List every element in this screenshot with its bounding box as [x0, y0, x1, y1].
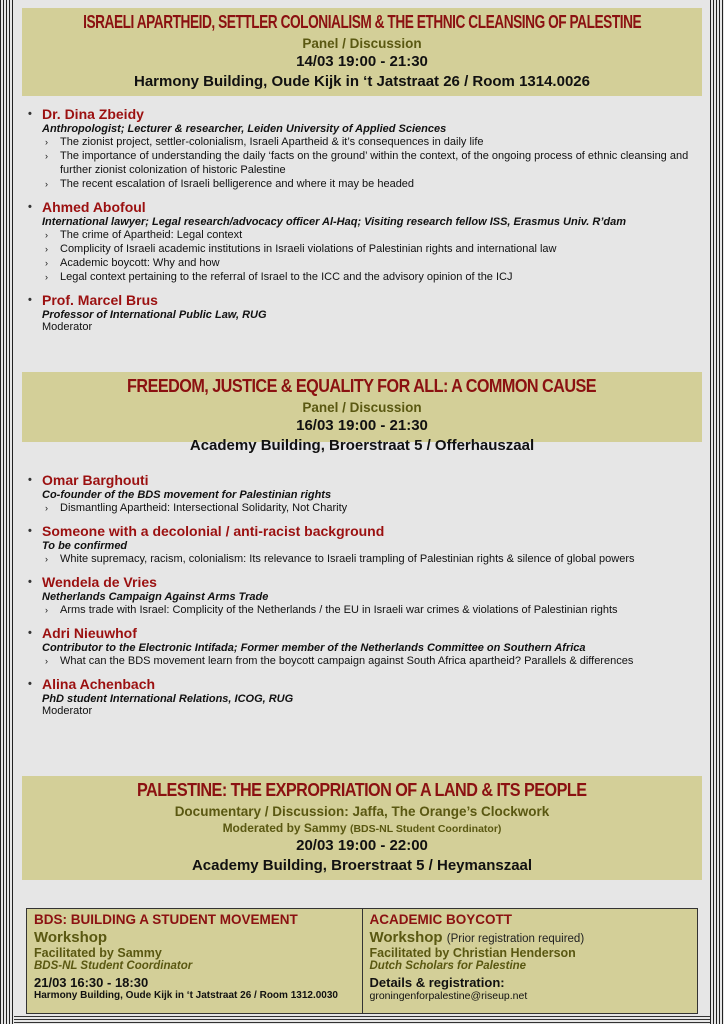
event-title: PALESTINE: THE EXPROPRIATION OF A LAND & ITS PEOPLE [137, 780, 587, 800]
speaker-name: • Dr. Dina Zbeidy [28, 106, 700, 122]
workshop-type-note: (Prior registration required) [446, 933, 585, 945]
event-venue: Academy Building, Broerstraat 5 / Heymanszaal [191, 857, 533, 874]
speaker-affiliation: Anthropologist; Lecturer & researcher, Leiden University of Applied Sciences [42, 123, 447, 135]
bottom-decorative-border [14, 1016, 710, 1024]
speaker [28, 199, 700, 284]
speaker-name: • Adri Nieuwhof [28, 625, 700, 641]
topic: › The importance of understanding the daily ‘facts on the ground’ within the context, of the ongoing process of ethnic cleansing and further zionist colonization of historic Palestine [28, 149, 700, 177]
speaker-name: • Someone with a decolonial / anti-racist background [28, 523, 700, 539]
speaker-name: • Prof. Marcel Brus [28, 292, 700, 308]
workshop-type [370, 929, 691, 946]
event-date: 16/03 19:00 - 21:30 [296, 417, 428, 434]
right-decorative-border [710, 0, 724, 1024]
event-type: Panel / Discussion [302, 400, 422, 415]
speaker-affiliation: International lawyer; Legal research/advocacy officer Al-Haq; Visiting research fellow ISS, Erasmus Univ. R’dam [42, 216, 627, 228]
details-label: Details & registration: [369, 975, 505, 990]
event-2-banner [22, 372, 702, 454]
event-title: FREEDOM, JUSTICE & EQUALITY FOR ALL: A COMMON CAUSE [127, 376, 597, 396]
event-venue: Harmony Building, Oude Kijk in ‘t Jatstraat 26 / Room 1314.0026 [134, 73, 590, 90]
workshop-student-movement [27, 909, 362, 1013]
event-title-row [22, 12, 702, 34]
event-date: 14/03 19:00 - 21:30 [296, 53, 428, 70]
event-2-speakers [28, 472, 700, 725]
workshop-title: BDS: BUILDING A STUDENT MOVEMENT [34, 912, 298, 927]
workshop-venue: Harmony Building, Oude Kijk in ‘t Jatstraat 26 / Room 1312.0030 [34, 990, 338, 1001]
registration-email[interactable]: groningenforpalestine@riseup.net [369, 990, 528, 1002]
event-3-banner [22, 776, 702, 880]
speaker-affiliation: Co-founder of the BDS movement for Palestinian rights [42, 489, 332, 501]
topic: › Complicity of Israeli academic institutions in Israeli violations of Palestinian rights and international law [28, 242, 700, 256]
event-title: ISRAELI APARTHEID, SETTLER COLONIALISM & THE ETHNIC CLEANSING OF PALESTINE [82, 12, 642, 32]
topic: › The zionist project, settler-colonialism, Israeli Apartheid & it’s consequences in daily life [28, 135, 700, 149]
workshop-facilitator: Facilitated by Sammy [34, 946, 162, 960]
speaker [28, 472, 700, 515]
speaker [28, 625, 700, 668]
speaker-affiliation: Netherlands Campaign Against Arms Trade [42, 591, 269, 603]
speaker [28, 676, 700, 717]
topic: › Legal context pertaining to the referral of Israel to the ICC and the advisory opinion of the ICJ [28, 270, 700, 284]
speaker-affiliation: To be confirmed [42, 540, 128, 552]
speaker-role: Moderator [42, 321, 93, 333]
topic: › The crime of Apartheid: Legal context [28, 228, 700, 242]
speaker-name: • Alina Achenbach [28, 676, 700, 692]
event-type: Documentary / Discussion: Jaffa, The Orange’s Clockwork [174, 804, 550, 819]
workshop-facilitator: Facilitated by Christian Henderson [369, 946, 576, 960]
speaker-name: • Wendela de Vries [28, 574, 700, 590]
workshop-type: Workshop [34, 929, 108, 946]
speaker-name: • Ahmed Abofoul [28, 199, 700, 215]
moderator-note: (BDS-NL Student Coordinator) [349, 823, 502, 835]
speaker-affiliation: Professor of International Public Law, RUG [42, 309, 267, 321]
speaker-name: • Omar Barghouti [28, 472, 700, 488]
topic: › The recent escalation of Israeli belligerence and where it may be headed [28, 177, 700, 191]
event-type: Panel / Discussion [302, 36, 422, 51]
workshop-date: 21/03 16:30 - 18:30 [34, 975, 149, 990]
event-moderator [22, 821, 702, 835]
workshop-title: ACADEMIC BOYCOTT [369, 912, 512, 927]
topic: › Arms trade with Israel: Complicity of the Netherlands / the EU in Israeli war crimes & violations of Palestinian rights [28, 603, 700, 617]
left-decorative-border [0, 0, 14, 1024]
speaker [28, 106, 700, 191]
speaker-role: Moderator [42, 705, 93, 717]
event-date: 20/03 19:00 - 22:00 [296, 837, 428, 854]
topic: › Dismantling Apartheid: Intersectional Solidarity, Not Charity [28, 501, 700, 515]
workshop-org: Dutch Scholars for Palestine [369, 960, 527, 972]
speaker [28, 523, 700, 566]
workshop-academic-boycott [362, 909, 698, 1013]
speaker [28, 292, 700, 333]
workshops-box [26, 908, 698, 1014]
event-1-speakers [28, 106, 700, 341]
topic: › What can the BDS movement learn from the boycott campaign against South Africa apartheid? Parallels & differences [28, 654, 700, 668]
workshop-type-label: Workshop [369, 929, 443, 946]
speaker [28, 574, 700, 617]
topic: › Academic boycott: Why and how [28, 256, 700, 270]
workshop-org: BDS-NL Student Coordinator [34, 960, 193, 972]
speaker-affiliation: PhD student International Relations, ICOG, RUG [42, 693, 294, 705]
moderator-name: Moderated by Sammy [222, 821, 347, 835]
event-title-row [22, 376, 702, 398]
speaker-affiliation: Contributor to the Electronic Intifada; Former member of the Netherlands Committee on Southern Africa [42, 642, 586, 654]
event-title-row [22, 780, 702, 802]
event-venue: Academy Building, Broerstraat 5 / Offerhauszaal [189, 437, 535, 454]
topic: › White supremacy, racism, colonialism: Its relevance to Israeli trampling of Palestinian rights & silence of global powers [28, 552, 700, 566]
event-1-banner [22, 8, 702, 96]
